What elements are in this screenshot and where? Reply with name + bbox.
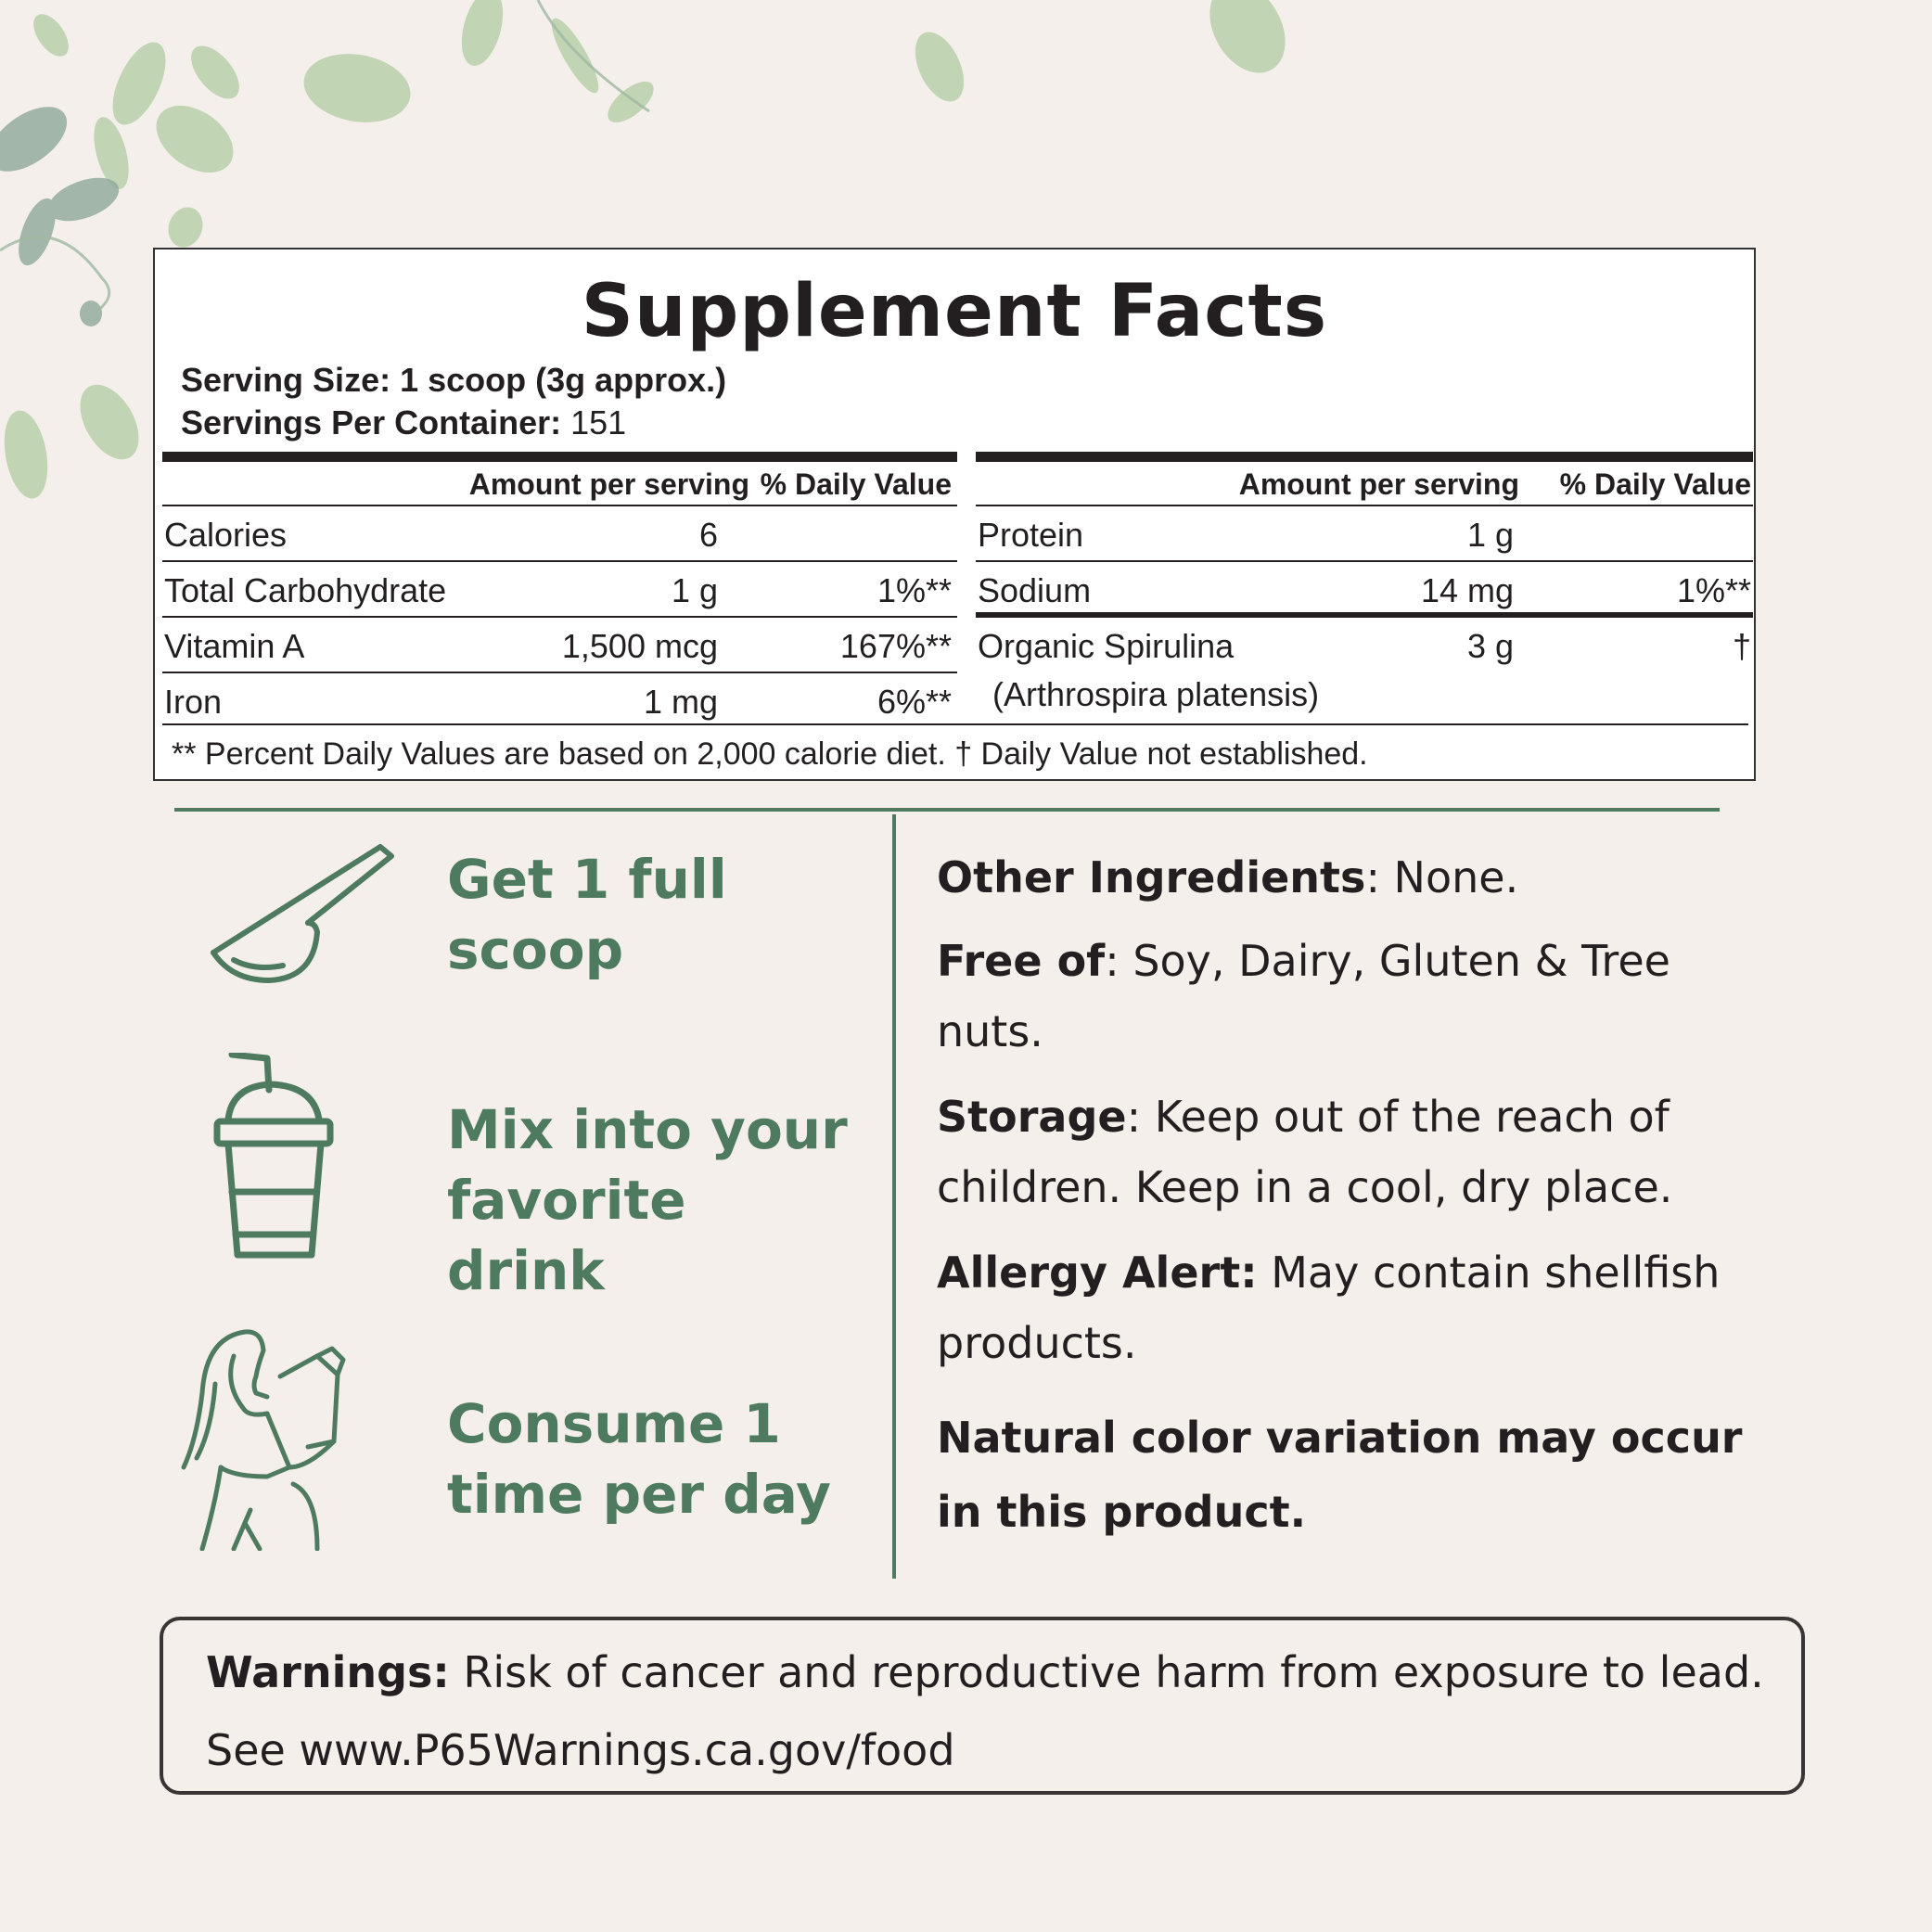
warning-text: Risk of cancer and reproductive harm from exposure to lead.	[449, 1647, 1764, 1697]
nutrient-dv: 6%**	[876, 683, 952, 721]
facts-table-left	[162, 452, 957, 727]
nutrient-amount: 1 g	[1466, 516, 1514, 554]
serving-size-label: Serving Size:	[181, 361, 391, 399]
servings-per-label: Servings Per Container:	[181, 403, 562, 441]
nutrient-dv: 1%**	[876, 571, 952, 609]
nutrient-amount: 1,500 mcg	[561, 627, 718, 665]
table-row	[162, 562, 957, 618]
nutrient-name: Organic Spirulina	[978, 627, 1235, 665]
nutrient-name: Calories	[164, 516, 288, 554]
other-ingredients-value: : None.	[1365, 852, 1519, 902]
free-of-value: : Soy, Dairy, Gluten & Tree nuts.	[937, 936, 1670, 1056]
scoop-icon	[204, 839, 399, 988]
facts-footnote: ** Percent Daily Values are based on 2,000 calorie diet. † Daily Value not established.	[162, 723, 1748, 779]
section-divider-vertical	[892, 814, 896, 1579]
nutrient-amount: 3 g	[1466, 627, 1514, 665]
nutrient-amount: 1 mg	[643, 683, 718, 721]
table-row	[976, 562, 1753, 618]
header-amount: Amount per serving	[468, 467, 749, 501]
other-ingredients-label: Other Ingredients	[937, 852, 1366, 902]
free-of-label: Free of	[937, 936, 1106, 986]
step-line: time per day	[447, 1463, 831, 1526]
warning-label: Warnings:	[206, 1647, 450, 1697]
table-row	[162, 673, 957, 727]
other-ingredients	[937, 842, 1753, 913]
nutrient-name: Protein	[978, 516, 1084, 554]
storage-value: : Keep out of the reach of children. Keep in a cool, dry place.	[937, 1092, 1673, 1212]
supplement-facts-panel	[153, 248, 1756, 781]
facts-title: Supplement Facts	[581, 270, 1328, 353]
step-line: Get 1 full	[447, 848, 727, 911]
table-row	[976, 618, 1753, 727]
table-header	[162, 462, 957, 506]
nutrient-amount: 14 mg	[1420, 571, 1514, 609]
woman-drinking-icon	[178, 1328, 401, 1551]
nutrient-name: Iron	[164, 683, 223, 721]
table-row	[162, 506, 957, 562]
nutrient-name: Sodium	[978, 571, 1092, 609]
allergy-alert-value: May contain shellfish products.	[937, 1247, 1721, 1368]
section-divider-horizontal	[174, 808, 1720, 812]
header-amount: Amount per serving	[1238, 467, 1519, 501]
facts-table-right	[976, 452, 1753, 727]
nutrient-name: Total Carbohydrate	[164, 571, 447, 609]
step-get-scoop	[447, 844, 855, 985]
table-row	[976, 506, 1753, 562]
servings-per-container	[181, 403, 626, 442]
step-consume-daily	[447, 1388, 855, 1529]
warning-line	[206, 1633, 1801, 1711]
table-row	[162, 618, 957, 673]
header-daily-value: % Daily Value	[760, 467, 952, 501]
nutrient-dv: 167%**	[839, 627, 952, 665]
step-line: scoop	[447, 918, 624, 981]
natural-color-note: Natural color variation may occur in this product.	[937, 1413, 1743, 1537]
storage-label: Storage	[937, 1092, 1127, 1142]
nutrient-dv: †	[1732, 627, 1751, 665]
nutrient-subname: (Arthrospira platensis)	[992, 675, 1320, 713]
nutrient-amount: 6	[698, 516, 718, 554]
storage	[937, 1081, 1753, 1222]
drink-cup-icon	[211, 1053, 341, 1261]
allergy-alert	[937, 1237, 1753, 1378]
serving-size	[181, 361, 726, 400]
nutrient-amount: 1 g	[671, 571, 718, 609]
table-header	[976, 462, 1753, 506]
step-mix-drink	[447, 1094, 855, 1306]
nutrient-name: Vitamin A	[164, 627, 305, 665]
step-line: Mix into your	[447, 1098, 848, 1161]
warning-box	[160, 1617, 1805, 1795]
step-line: favorite drink	[447, 1169, 686, 1302]
nutrient-dv: 1%**	[1676, 571, 1751, 609]
allergy-alert-label: Allergy Alert:	[937, 1247, 1258, 1298]
warning-link-line: See www.P65Warnings.ca.gov/food	[206, 1725, 955, 1775]
serving-size-value: 1 scoop (3g approx.)	[400, 361, 727, 399]
step-line: Consume 1	[447, 1392, 781, 1455]
header-daily-value: % Daily Value	[1559, 467, 1751, 501]
servings-per-value: 151	[570, 403, 627, 441]
free-of	[937, 926, 1753, 1067]
